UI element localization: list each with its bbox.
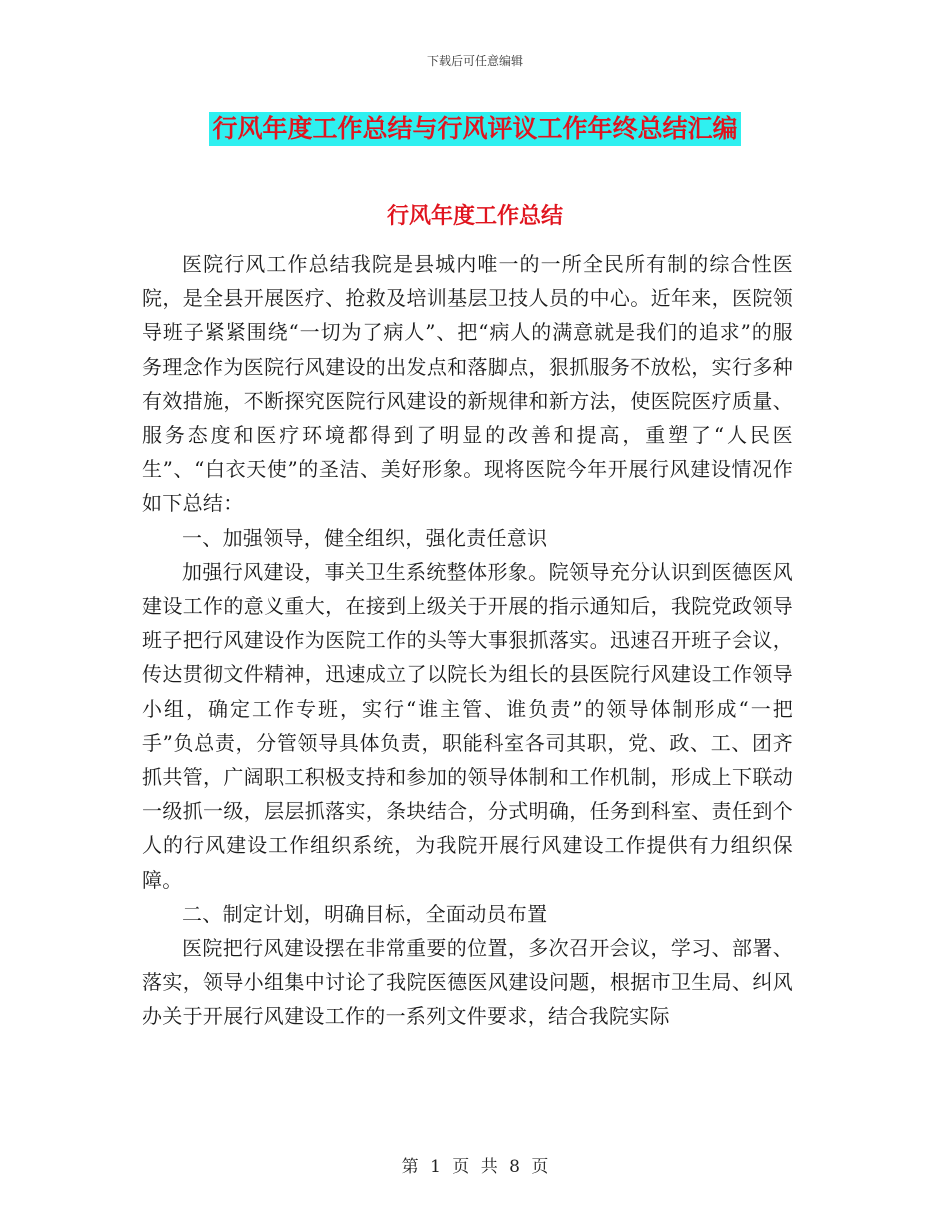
heading-one: 一、加强领导，健全组织，强化责任意识 <box>182 525 548 550</box>
header-note: 下载后可任意编辑 <box>426 54 523 68</box>
section-title: 行风年度工作总结 <box>386 204 563 229</box>
document-title-text: 行风年度工作总结与行风评议工作年终总结汇编 <box>209 112 740 146</box>
paragraph-planning: 医院把行风建设摆在非常重要的位置，多次召开会议，学习、部署、落实，领导小组集中讨论了我院医德医风建设问题，根据市卫生局、纠风办关于开展行风建设工作的一系列文件要求，结合我院实际 <box>142 936 793 1029</box>
document-title <box>0 112 950 146</box>
paragraph-intro: 医院行风工作总结我院是县城内唯一的一所全民所有制的综合性医院，是全县开展医疗、抢救及培训基层卫技人员的中心。近年来，医院领导班子紧紧围绕“一切为了病人”、把“病人的满意就是我们的追求”的服务理念作为医院行风建设的出发点和落脚点，狠抓服务不放松，实行多种有效措施，不断探究医院行风建设的新规律和新方法，使医院医疗质量、服务态度和医疗环境都得到了明显的改善和提高，重塑了“人民医生”、“白衣天使”的圣洁、美好形象。现将医院今年开展行风建设情况作如下总结： <box>142 252 793 516</box>
paragraph-leadership: 加强行风建设，事关卫生系统整体形象。院领导充分认识到医德医风建设工作的意义重大，在接到上级关于开展的指示通知后，我院党政领导班子把行风建设作为医院工作的头等大事狠抓落实。迅速召开班子会议，传达贯彻文件精神，迅速成立了以院长为组长的县医院行风建设工作领导小组，确定工作专班，实行“谁主管、谁负责”的领导体制形成“一把手”负总责，分管领导具体负责，职能科室各司其职，党、政、工、团齐抓共管，广阔职工积极支持和参加的领导体制和工作机制，形成上下联动一级抓一级，层层抓落实，条块结合，分式明确，任务到科室、责任到个人的行风建设工作组织系统，为我院开展行风建设工作提供有力组织保障。 <box>142 559 793 892</box>
heading-two: 二、制定计划，明确目标，全面动员布置 <box>182 901 548 926</box>
page-footer: 第 1 页 共 8 页 <box>401 1157 549 1177</box>
document-body <box>142 247 793 1034</box>
